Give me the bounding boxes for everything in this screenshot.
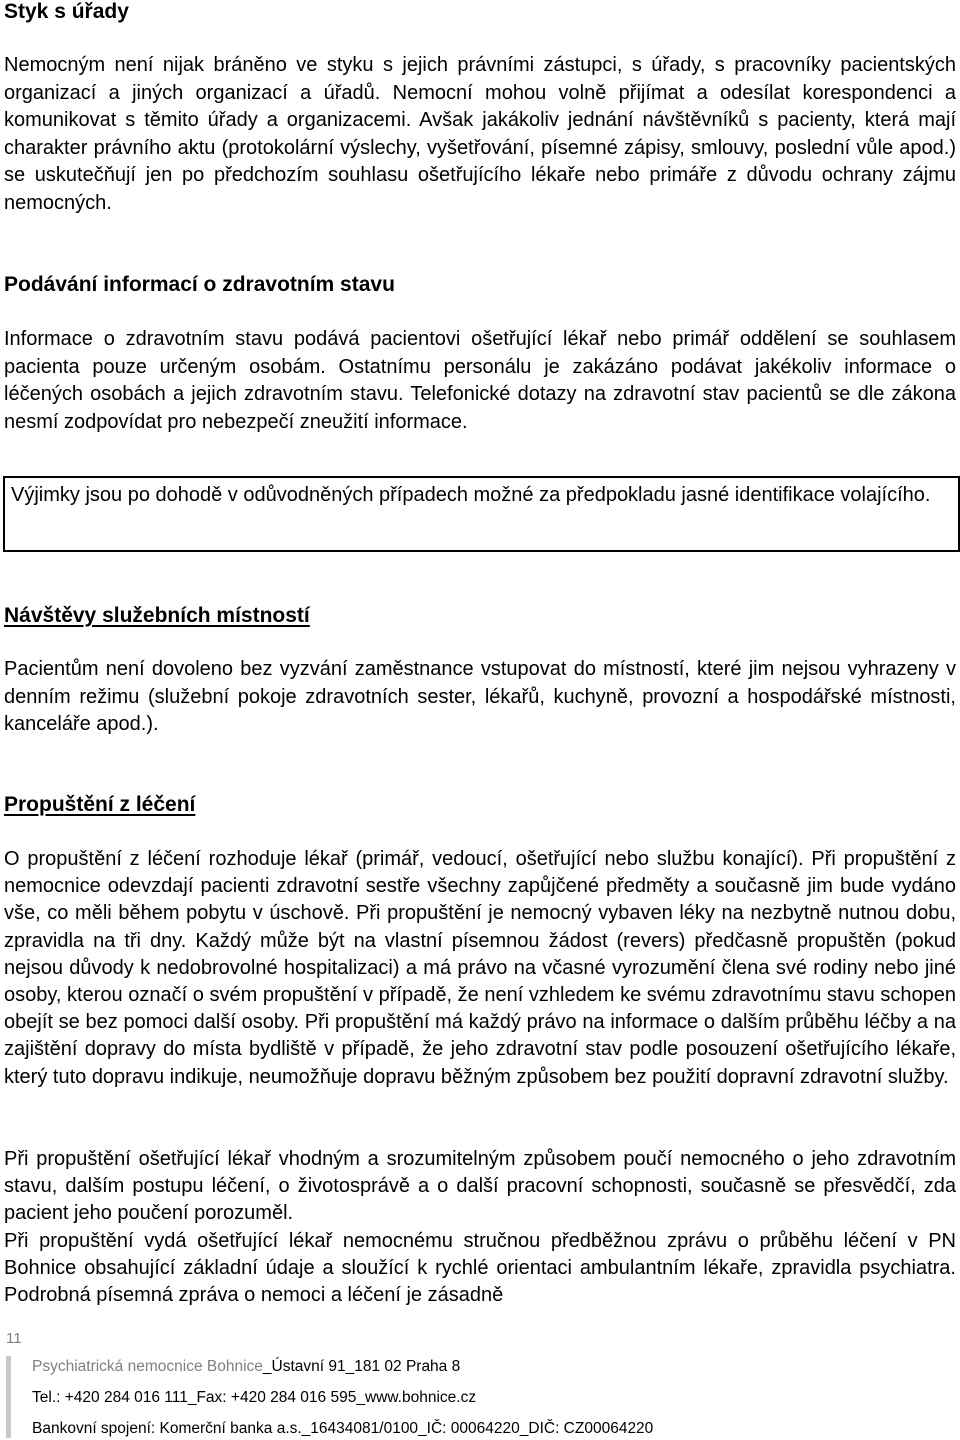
footer-divider-bar (6, 1356, 11, 1438)
section-title-propusteni: Propuštění z léčení (4, 793, 196, 816)
paragraph-propusteni-3: Při propuštění vydá ošetřující lékař nemocnému stručnou předběžnou zprávu o průběhu léčení v PN Bohnice obsahující základní údaje a sloužící k rychlé orientaci ambulantním lékaře, zpravidla psychiatra. Podrobná písemná zpráva o nemoci a léčení je zásadně (4, 1230, 956, 1307)
footer-institution-name: Psychiatrická nemocnice Bohnice (32, 1358, 263, 1375)
paragraph-navstevy: Pacientům není dovoleno bez vyzvání zaměstnance vstupovat do místností, které jim nejsou vyhrazeny v denním režimu (služební pokoje zdravotních sester, lékařů, kuchyně, provozní a hospodářské místnosti, kanceláře apod.). (4, 658, 956, 735)
exception-box (3, 476, 960, 552)
paragraph-propusteni-2: Při propuštění ošetřující lékař vhodným a srozumitelným způsobem poučí nemocného o jeho zdravotním stavu, dalším postupu léčení, o životosprávě a o další pracovní schopnosti, současně se přesvědčí, zda pacient jeho poučení porozuměl. (4, 1148, 956, 1225)
footer-street-address: _Ústavní 91_181 02 Praha 8 (262, 1358, 461, 1375)
paragraph-informace: Informace o zdravotním stavu podává pacientovi ošetřující lékař nebo primář oddělení se souhlasem pacienta pouze určeným osobám. Ostatnímu personálu je zakázáno podávat jakékoliv informace o léčených osobách a jejich zdravotním stavu. Telefonické dotazy na zdravotní stav pacientů se dle zákona nesmí zodpovídat pro nebezpečí zneužití informace. (4, 328, 956, 433)
section-title-navstevy: Návštěvy služebních místností (4, 604, 310, 627)
page-number: 11 (6, 1330, 22, 1347)
footer-address (32, 1358, 460, 1376)
exception-text: Výjimky jsou po dohodě v odůvodněných případech možné za předpokladu jasné identifikace volajícího. (11, 484, 931, 506)
footer-contacts: Tel.: +420 284 016 111_Fax: +420 284 016 595_www.bohnice.cz (32, 1389, 477, 1406)
section-title-informace: Podávání informací o zdravotním stavu (4, 273, 395, 296)
section-title-styk: Styk s úřady (4, 0, 129, 23)
paragraph-styk: Nemocným není nijak bráněno ve styku s jejich právními zástupci, s úřady, s pracovníky pacientských organizací a jiných organizací a úřadů. Nemocní mohou volně přijímat a odesílat korespondenci a komunikovat s těmito úřady a organizacemi. Avšak jakákoliv jednání návštěvníků s pacienty, která mají charakter právního aktu (protokolární výslechy, vyšetřování, písemné zápisy, smlouvy, poslední vůle apod.) se uskutečňují jen po předchozím souhlasu ošetřujícího lékaře nebo primáře z důvodu ochrany zájmu nemocných. (4, 54, 956, 214)
footer-bank-info: Bankovní spojení: Komerční banka a.s._16434081/0100_IČ: 00064220_DIČ: CZ00064220 (32, 1420, 654, 1437)
paragraph-propusteni-1: O propuštění z léčení rozhoduje lékař (primář, vedoucí, ošetřující nebo službu konající). Při propuštění z nemocnice odevzdají pacienti zdravotní sestře všechny zapůjčené předměty a současně jim bude vydáno vše, co měli během pobytu v úschově. Při propuštění je nemocný vybaven léky na nezbytně nutnou dobu, zpravidla na tři dny. Každý může být na vlastní písemnou žádost (revers) předčasně propuštěn (pokud nejsou důvody k nedobrovolné hospitalizaci) a má právo na včasné vyrozumění člena své rodiny nebo jiné osoby, kterou označí o svém propuštění v případě, že není vzhledem ke svému zdravotnímu stavu schopen obejít se bez pomoci další osoby. Při propuštění má každý právo na informace o dalším průběhu léčby a na zajištění dopravy do místa bydliště v případě, že jeho zdravotní stav podle posouzení ošetřujícího lékaře, který tuto dopravu indikuje, neumožňuje dopravu běžným způsobem bez použití dopravní zdravotní služby. (4, 848, 956, 1088)
